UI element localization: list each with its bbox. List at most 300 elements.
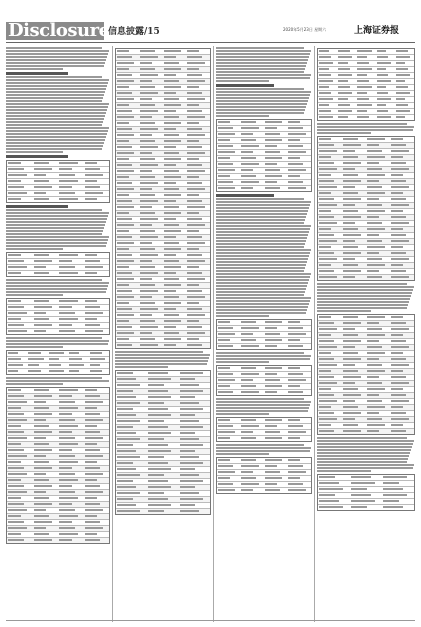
text-line xyxy=(216,273,311,275)
table-cell xyxy=(218,425,233,427)
table-cell xyxy=(319,500,339,502)
table-cell xyxy=(8,358,21,360)
table-cell xyxy=(140,332,152,334)
text-line xyxy=(216,80,269,82)
table-cell xyxy=(140,152,152,154)
table-cell xyxy=(28,370,41,372)
section-heading xyxy=(216,84,274,87)
table-cell xyxy=(164,344,176,346)
table-cell xyxy=(8,312,27,314)
table-row xyxy=(217,344,311,349)
table-cell xyxy=(85,324,101,326)
table-cell xyxy=(8,266,27,268)
table-cell xyxy=(319,86,329,88)
table-cell xyxy=(367,144,379,146)
table-cell xyxy=(319,276,337,278)
table-cell xyxy=(85,192,104,194)
table-cell xyxy=(85,461,98,463)
table-cell xyxy=(117,212,129,214)
disclosure-banner xyxy=(6,20,110,41)
table-cell xyxy=(164,128,176,130)
table-cell xyxy=(391,388,403,390)
table-cell xyxy=(218,373,233,375)
table-cell xyxy=(319,394,334,396)
table-cell xyxy=(288,327,303,329)
table-cell xyxy=(241,333,253,335)
table-row xyxy=(217,488,311,493)
table-cell xyxy=(319,74,331,76)
table-cell xyxy=(288,151,305,153)
table-cell xyxy=(164,50,181,52)
table-cell xyxy=(319,418,337,420)
table-cell xyxy=(140,260,152,262)
table-row xyxy=(116,343,210,348)
table-cell xyxy=(367,234,379,236)
table-cell xyxy=(85,443,98,445)
text-line xyxy=(216,291,305,293)
table-cell xyxy=(351,506,367,508)
text-line xyxy=(317,310,371,312)
table-cell xyxy=(218,181,233,183)
table-cell xyxy=(319,494,335,496)
table-cell xyxy=(357,86,371,88)
table-cell xyxy=(343,406,358,408)
table-cell xyxy=(59,419,75,421)
table-cell xyxy=(351,494,371,496)
table-cell xyxy=(8,324,24,326)
table-cell xyxy=(218,127,233,129)
table-cell xyxy=(117,134,134,136)
table-cell xyxy=(34,527,47,529)
table-cell xyxy=(288,163,303,165)
text-line xyxy=(216,103,307,105)
table-cell xyxy=(391,364,409,366)
table-row xyxy=(318,275,414,280)
table-cell xyxy=(343,352,358,354)
table-cell xyxy=(391,264,403,266)
table-cell xyxy=(377,68,387,70)
text-line xyxy=(216,258,308,260)
table-cell xyxy=(28,364,38,366)
table-cell xyxy=(140,254,157,256)
table-cell xyxy=(391,406,403,408)
text-line xyxy=(317,126,414,128)
text-line xyxy=(317,304,408,306)
text-line xyxy=(6,85,107,87)
data-table xyxy=(6,387,110,544)
text-line xyxy=(115,360,208,362)
table-cell xyxy=(164,164,176,166)
table-cell xyxy=(367,204,382,206)
table-cell xyxy=(357,110,367,112)
text-line xyxy=(216,237,307,239)
table-cell xyxy=(367,258,382,260)
table-cell xyxy=(391,334,403,336)
table-cell xyxy=(34,479,50,481)
text-line xyxy=(317,464,414,466)
data-table xyxy=(6,350,110,375)
table-cell xyxy=(85,437,104,439)
table-cell xyxy=(59,260,72,262)
table-cell xyxy=(140,56,157,58)
table-cell xyxy=(148,420,164,422)
table-cell xyxy=(180,474,199,476)
table-cell xyxy=(319,104,329,106)
table-cell xyxy=(140,314,152,316)
text-line xyxy=(6,212,109,214)
table-cell xyxy=(140,326,157,328)
table-cell xyxy=(8,419,27,421)
table-cell xyxy=(319,222,337,224)
table-cell xyxy=(59,425,78,427)
text-line xyxy=(6,50,109,52)
table-cell xyxy=(319,334,331,336)
table-cell xyxy=(34,389,50,391)
table-cell xyxy=(8,485,24,487)
table-cell xyxy=(391,150,409,152)
table-cell xyxy=(117,326,132,328)
table-cell xyxy=(241,127,258,129)
table-cell xyxy=(180,378,196,380)
table-cell xyxy=(59,324,72,326)
table-cell xyxy=(148,372,167,374)
text-line xyxy=(6,91,105,93)
table-cell xyxy=(319,406,331,408)
table-cell xyxy=(357,50,371,52)
text-line xyxy=(6,209,102,211)
table-cell xyxy=(187,314,204,316)
text-line xyxy=(216,106,306,108)
table-cell xyxy=(187,92,202,94)
table-cell xyxy=(319,150,337,152)
table-cell xyxy=(140,284,155,286)
table-cell xyxy=(288,367,300,369)
table-cell xyxy=(265,425,277,427)
table-cell xyxy=(117,378,136,380)
table-cell xyxy=(377,74,389,76)
table-cell xyxy=(34,186,53,188)
table-cell xyxy=(351,476,371,478)
table-cell xyxy=(343,174,358,176)
table-cell xyxy=(343,316,358,318)
table-cell xyxy=(319,400,337,402)
table-cell xyxy=(117,260,134,262)
table-cell xyxy=(288,169,305,171)
table-cell xyxy=(241,157,256,159)
text-line xyxy=(6,279,102,281)
table-cell xyxy=(148,396,171,398)
text-line xyxy=(216,240,306,242)
table-cell xyxy=(8,306,24,308)
table-cell xyxy=(148,426,167,428)
text-line xyxy=(216,355,311,357)
text-line xyxy=(317,458,408,460)
table-cell xyxy=(391,276,409,278)
text-line xyxy=(6,82,108,84)
table-cell xyxy=(117,68,129,70)
table-cell xyxy=(391,370,403,372)
table-cell xyxy=(117,128,132,130)
table-cell xyxy=(343,192,358,194)
table-row xyxy=(318,115,414,120)
text-line xyxy=(216,252,310,254)
table-cell xyxy=(241,187,253,189)
data-table xyxy=(216,457,312,494)
table-cell xyxy=(34,437,47,439)
table-cell xyxy=(8,521,24,523)
table-cell xyxy=(187,230,199,232)
table-cell xyxy=(218,431,235,433)
table-cell xyxy=(34,162,50,164)
table-cell xyxy=(180,444,203,446)
table-cell xyxy=(59,401,75,403)
table-cell xyxy=(265,459,282,461)
table-cell xyxy=(187,116,204,118)
table-cell xyxy=(241,459,256,461)
table-cell xyxy=(241,483,258,485)
text-line xyxy=(6,343,108,345)
table-cell xyxy=(59,330,75,332)
table-cell xyxy=(164,158,181,160)
table-cell xyxy=(288,465,303,467)
table-cell xyxy=(319,246,331,248)
table-cell xyxy=(117,266,129,268)
table-cell xyxy=(241,339,256,341)
table-cell xyxy=(367,216,379,218)
table-cell xyxy=(148,414,171,416)
table-cell xyxy=(187,266,199,268)
table-cell xyxy=(187,140,199,142)
table-cell xyxy=(218,121,230,123)
table-cell xyxy=(117,480,133,482)
table-cell xyxy=(343,394,361,396)
table-cell xyxy=(140,182,157,184)
table-cell xyxy=(148,378,171,380)
text-line xyxy=(216,312,306,314)
table-cell xyxy=(59,431,72,433)
table-cell xyxy=(319,156,331,158)
table-cell xyxy=(164,302,181,304)
table-cell xyxy=(34,407,50,409)
text-line xyxy=(6,112,106,114)
table-cell xyxy=(391,138,403,140)
text-line xyxy=(216,398,304,400)
table-cell xyxy=(164,332,179,334)
table-cell xyxy=(241,175,256,177)
text-line xyxy=(216,222,304,224)
table-cell xyxy=(117,176,129,178)
table-cell xyxy=(85,497,98,499)
text-line xyxy=(216,71,304,73)
table-cell xyxy=(383,488,403,490)
table-cell xyxy=(319,252,334,254)
table-cell xyxy=(319,506,343,508)
text-line xyxy=(216,267,305,269)
text-line xyxy=(6,109,107,111)
table-cell xyxy=(8,168,24,170)
table-cell xyxy=(164,278,179,280)
text-line xyxy=(216,228,310,230)
data-table xyxy=(216,319,312,350)
table-cell xyxy=(265,157,282,159)
table-cell xyxy=(241,471,253,473)
text-line xyxy=(216,109,305,111)
table-cell xyxy=(343,246,358,248)
table-cell xyxy=(218,145,233,147)
table-cell xyxy=(357,56,367,58)
table-cell xyxy=(85,162,98,164)
table-cell xyxy=(148,504,171,506)
table-cell xyxy=(265,181,277,183)
table-cell xyxy=(164,152,179,154)
table-cell xyxy=(367,412,379,414)
table-cell xyxy=(357,92,367,94)
table-cell xyxy=(319,186,337,188)
text-line xyxy=(317,461,407,463)
table-cell xyxy=(218,157,230,159)
table-cell xyxy=(377,80,391,82)
table-cell xyxy=(34,174,47,176)
table-cell xyxy=(391,156,403,158)
table-cell xyxy=(187,236,202,238)
text-line xyxy=(216,201,311,203)
table-cell xyxy=(180,462,203,464)
table-cell xyxy=(117,278,134,280)
text-line xyxy=(216,91,311,93)
table-row xyxy=(7,329,109,334)
table-cell xyxy=(117,390,133,392)
table-cell xyxy=(117,344,132,346)
table-cell xyxy=(117,122,129,124)
table-cell xyxy=(218,327,233,329)
table-cell xyxy=(117,200,132,202)
table-cell xyxy=(241,139,256,141)
table-cell xyxy=(140,50,155,52)
table-cell xyxy=(396,104,408,106)
text-line xyxy=(216,77,310,79)
table-cell xyxy=(343,216,361,218)
table-cell xyxy=(28,352,41,354)
table-cell xyxy=(367,210,385,212)
table-cell xyxy=(319,228,331,230)
text-line xyxy=(317,132,371,134)
table-cell xyxy=(187,206,204,208)
table-cell xyxy=(164,320,181,322)
text-line xyxy=(6,221,106,223)
text-line xyxy=(6,288,107,290)
table-cell xyxy=(396,110,410,112)
text-line xyxy=(6,245,106,247)
text-line xyxy=(216,413,269,415)
table-cell xyxy=(319,216,334,218)
table-cell xyxy=(319,56,331,58)
text-line xyxy=(216,450,310,452)
table-cell xyxy=(34,330,47,332)
table-cell xyxy=(383,482,399,484)
text-line xyxy=(317,129,413,131)
table-cell xyxy=(34,419,47,421)
table-cell xyxy=(117,230,129,232)
section-heading xyxy=(6,205,68,208)
table-cell xyxy=(140,308,157,310)
table-cell xyxy=(34,395,53,397)
text-line xyxy=(216,270,304,272)
table-cell xyxy=(357,116,369,118)
table-cell xyxy=(117,498,133,500)
table-cell xyxy=(343,240,355,242)
table-cell xyxy=(117,468,136,470)
table-cell xyxy=(180,498,203,500)
table-cell xyxy=(367,168,382,170)
table-cell xyxy=(59,461,78,463)
table-cell xyxy=(69,352,79,354)
table-cell xyxy=(59,467,72,469)
table-cell xyxy=(85,401,104,403)
table-cell xyxy=(241,151,253,153)
table-cell xyxy=(164,62,179,64)
table-cell xyxy=(59,485,72,487)
table-cell xyxy=(288,385,300,387)
table-cell xyxy=(241,327,258,329)
table-cell xyxy=(34,168,53,170)
table-cell xyxy=(187,104,199,106)
table-cell xyxy=(164,242,179,244)
table-cell xyxy=(343,198,361,200)
text-line xyxy=(6,65,104,67)
table-cell xyxy=(117,432,136,434)
table-cell xyxy=(241,489,253,491)
table-cell xyxy=(396,62,406,64)
table-cell xyxy=(265,465,277,467)
table-cell xyxy=(85,272,98,274)
table-cell xyxy=(288,483,303,485)
data-table xyxy=(115,48,211,349)
table-cell xyxy=(319,430,334,432)
table-cell xyxy=(140,128,157,130)
table-cell xyxy=(288,489,305,491)
text-line xyxy=(216,261,307,263)
table-cell xyxy=(319,68,329,70)
table-cell xyxy=(164,314,179,316)
table-cell xyxy=(164,86,181,88)
text-line xyxy=(216,404,310,406)
table-cell xyxy=(187,62,204,64)
table-cell xyxy=(343,346,355,348)
table-cell xyxy=(391,216,406,218)
table-cell xyxy=(391,204,409,206)
table-cell xyxy=(8,260,24,262)
table-cell xyxy=(288,127,303,129)
table-cell xyxy=(357,68,371,70)
table-row xyxy=(7,538,109,543)
text-line xyxy=(6,130,108,132)
table-cell xyxy=(8,389,21,391)
table-cell xyxy=(218,477,230,479)
data-table xyxy=(317,314,415,435)
table-cell xyxy=(391,340,406,342)
table-row xyxy=(116,509,210,514)
table-cell xyxy=(34,515,50,517)
table-cell xyxy=(187,86,199,88)
table-cell xyxy=(59,521,72,523)
table-cell xyxy=(391,258,409,260)
table-cell xyxy=(187,164,202,166)
table-cell xyxy=(187,212,199,214)
table-cell xyxy=(85,419,104,421)
table-cell xyxy=(117,426,133,428)
text-line xyxy=(6,294,63,296)
table-cell xyxy=(148,402,164,404)
